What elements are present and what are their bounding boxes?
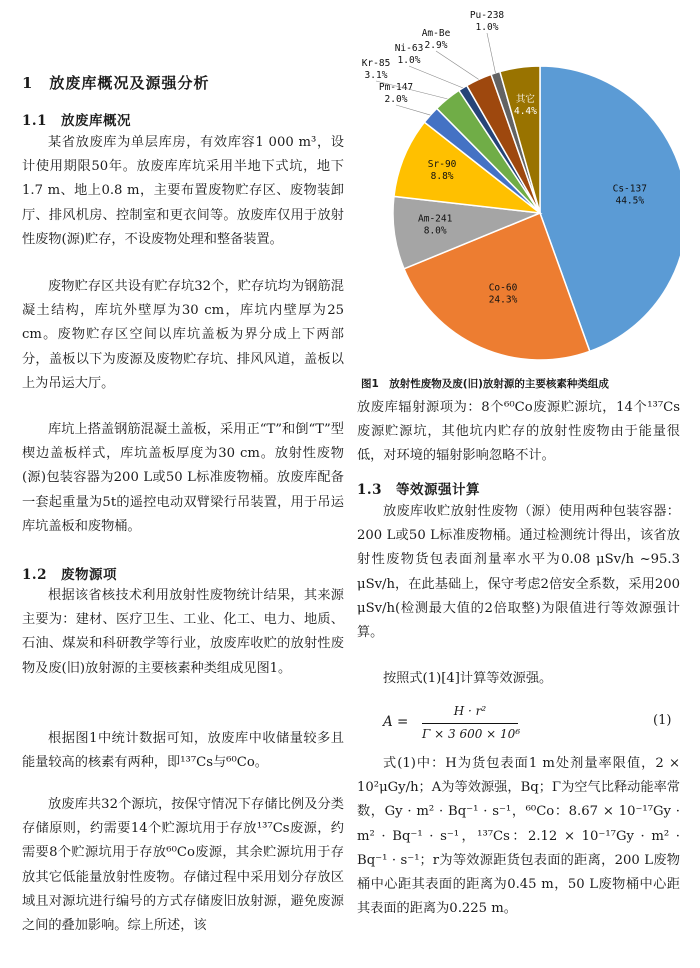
subsection-heading-1-1: 1.1 放废库概况 [22,113,131,129]
slice-name-label-1: Co-60 [488,282,518,294]
paragraph-equivalent-1: 放废库收贮放射性废物（源）使用两种包装容器：200 L或50 L标准废物桶。通过检测统计得出，该省放射性废物货包表面剂量率水平为0.08 μSv/h ~95.3 μSv/h，在此基础上，保守考虑2倍安全系数，采用200 μSv/h(检测最大值的2倍取整)为限值进行等效源强计算。 [357,504,680,641]
subsection-heading-1-2: 1.2 废物源项 [22,567,117,583]
formula-denominator: Γ × 3 600 × 10⁶ [422,727,521,741]
equation-number: (1) [653,713,672,728]
slice-name-label-9: 其它 [515,94,535,106]
slice-value-label-6: 1.0% [397,55,421,66]
fraction-bar [422,723,518,724]
slice-value-label-3: 8.8% [430,170,454,182]
slice-value-label-2: 8.0% [423,225,447,237]
nuclide-pie-chart [357,0,680,370]
leader-line-4 [396,105,430,115]
formula-lhs: A = [383,714,409,730]
paragraph-equivalent-2: 按照式(1)[4]计算等效源强。 [383,671,553,686]
slice-name-label-5: Kr-85 [361,58,391,69]
figure-caption: 图1 放射性废物及废(旧)放射源的主要核素种类组成 [361,378,609,390]
paragraph-overview-3: 库坑上搭盖钢筋混凝土盖板，采用正“T”和倒“T”型楔边盖板样式，库坑盖板厚度为30 cm。放射性废物(源)包装容器为200 L或50 L标准废物桶。放废库配备一套起重量为5t的遥控电动双臂梁行吊装置，用于吊运库坑盖板和废物桶。 [22,422,344,534]
slice-name-label-2: Am-241 [418,213,453,225]
slice-name-label-8: Pu-238 [469,10,505,21]
slice-name-label-6: Ni-63 [394,43,424,54]
leader-line-8 [487,33,495,73]
leader-line-7 [436,51,479,79]
slice-value-label-9: 4.4% [513,106,537,118]
paragraph-formula-explanation: 式(1)中：H为货包表面1 m处剂量率限值，2 × 10²μGy/h；A为等效源强，Bq；Γ为空气比释动能率常数，Gy · m² · Bq⁻¹ · s⁻¹，⁶⁰Co：8.67 × 10⁻¹⁷Gy · m² · Bq⁻¹ · s⁻¹，¹³⁷Cs：2.12 × 10⁻¹⁷Gy · m² · Bq⁻¹ · s⁻¹；r为等效源距货包表面的距离，200 L废物桶中心距其表面的距离为0.45 m，50 L废物桶中心距其表面的距离为0.225 m。 [357,756,680,917]
slice-name-label-3: Sr-90 [427,158,457,170]
slice-value-label-8: 1.0% [475,22,499,33]
paragraph-source-2: 根据图1中统计数据可知，放废库中收储量较多且能量较高的核素有两种，即¹³⁷Cs与⁶⁰Co。 [22,731,344,771]
section-heading-1: 1 放废库概况及源强分析 [22,74,210,92]
leader-line-6 [409,66,463,88]
paragraph-overview-2: 废物贮存区共设有贮存坑32个，贮存坑均为钢筋混凝土结构，库坑外壁厚为30 cm，库坑内壁厚为25 cm。废物贮存区空间以库坑盖板为界分成上下两部分，盖板以下为废源及废物贮存坑、排风风道，盖板以上为吊运大厅。 [22,279,344,391]
paragraph-source-3: 放废库共32个源坑，按保守情况下存储比例及分类存储原则，约需要14个贮源坑用于存放¹³⁷Cs废源，约需要8个贮源坑用于存放⁶⁰Co废源，其余贮源坑用于存放其它低能量放射性废物。存储过程中采用划分存放区域且对源坑进行编号的方式存储废旧放射源，避免废源之间的叠加影响。综上所述，该 [22,797,344,934]
slice-name-label-0: Cs-137 [612,183,647,195]
formula-numerator: H · r² [453,704,487,718]
subsection-heading-1-3: 1.3 等效源强计算 [357,482,480,498]
slice-value-label-7: 2.9% [424,40,448,51]
slice-value-label-0: 44.5% [615,195,645,207]
slice-name-label-4: Pm-147 [378,82,414,93]
slice-name-label-7: Am-Be [421,28,451,39]
paragraph-source-1: 根据该省核技术利用放射性废物统计结果，其来源主要为：建材、医疗卫生、工业、化工、电力、地质、石油、煤炭和科研教学等行业，放废库收贮的放射性废物及废(旧)放射源的主要核素种类组成见图1。 [22,588,344,676]
paragraph-overview-1: 某省放废库为单层库房，有效库容1 000 m³，设计使用期限50年。放废库库坑采用半地下式坑，地下1.7 m、地上0.8 m，主要布置废物贮存区、废物装卸厅、排风机房、控制室和更衣间等。放废库仅用于放射性废物(源)贮存，不设废物处理和整备装置。 [22,135,344,247]
paragraph-source-term: 放废库辐射源项为：8个⁶⁰Co废源贮源坑，14个¹³⁷Cs废源贮源坑，其他坑内贮存的放射性废物由于能量很低，对环境的辐射影响忽略不计。 [357,400,680,464]
slice-value-label-1: 24.3% [488,294,518,306]
slice-value-label-4: 2.0% [384,94,408,105]
slice-value-label-5: 3.1% [364,70,388,81]
